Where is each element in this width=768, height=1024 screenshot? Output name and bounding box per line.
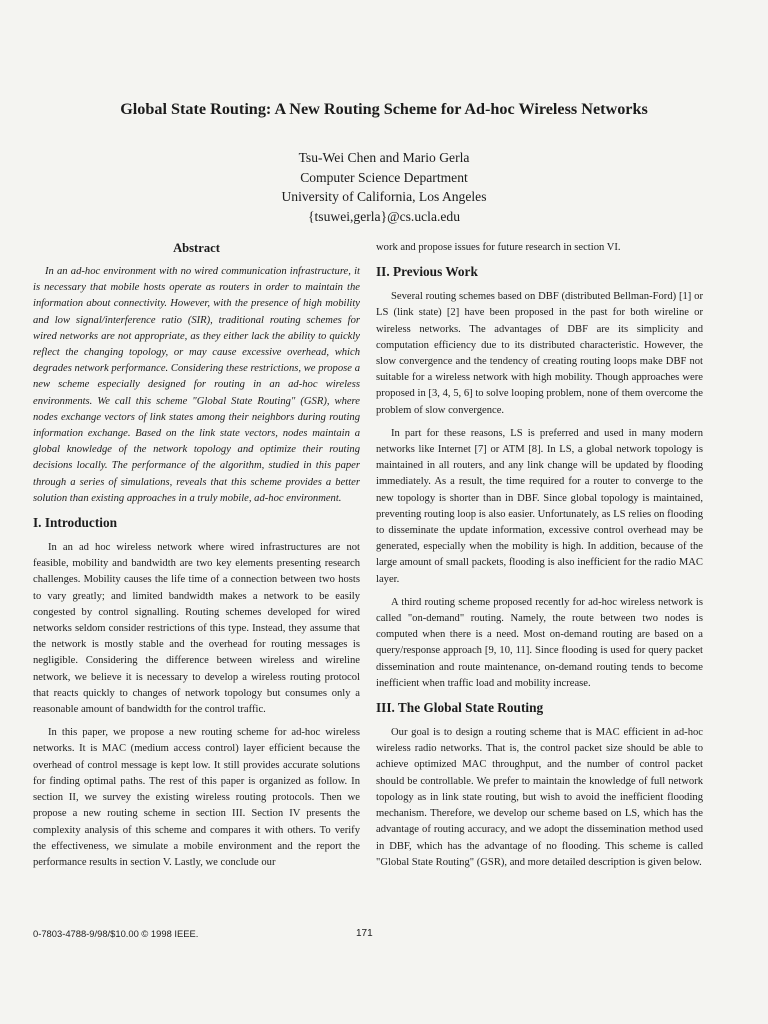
page-number: 171 (356, 928, 373, 939)
section-heading-introduction: I. Introduction (33, 515, 117, 531)
abstract-heading: Abstract (173, 241, 220, 255)
author-university: University of California, Los Angeles (281, 189, 487, 204)
author-department: Computer Science Department (300, 169, 468, 185)
intro-paragraph: In this paper, we propose a new routing scheme for ad-hoc wireless networks. It is MAC (medium access control) layer efficient because the overhead of control message is kept low. It still provides accurate solutions for finding optimal paths. The rest of this paper is organized as follow. In section II, we survey the existing wireless routing protocols. Then we propose a new routing scheme in section III. Section IV presents the complexity analysis of this scheme and compares it with others. To verify the effectiveness, we simulate a mobile environment and the report the performance results in section V. Lastly, we conclude our (33, 727, 360, 868)
copyright-notice: 0-7803-4788-9/98/$10.00 © 1998 IEEE. (33, 928, 199, 939)
previous-work-paragraph: In part for these reasons, LS is preferred and used in many modern networks like Internet [7] or ATM [8]. In LS, a global network topology is maintained in all routers, and any link change will be updated by flooding immediately. As a result, the time required for a router to converge to the new topology is shorter than in DBF. Since global topology is maintained, preventing routing loop is also easier. Unfortunately, as LS relies on flooding to disseminate the update information, excessive control overhead may be generated, especially when the mobility is high. In addition, because of the large amount of small packets, flooding is also inefficient for the radio MAC layer. (376, 427, 703, 585)
gsr-paragraph: Our goal is to design a routing scheme that is MAC efficient in ad-hoc wireless radio networks. That is, the control packet size should be able to achieve optimized MAC throughput, and the number of control packet should be controllable. We prefer to maintain the knowledge of full network topology as in link state routing, but wish to avoid the inefficient flooding mechanism. Therefore, we develop our scheme based on LS, which has the advantage of routing accuracy, and we adopt the dissemination method used in DBF, which has the advantage of no flooding. This scheme is called "Global State Routing" (GSR), and more detailed description is given below. (376, 727, 703, 868)
section-heading-global-state-routing: III. The Global State Routing (376, 700, 544, 716)
intro-paragraph: In an ad hoc wireless network where wired infrastructures are not feasible, mobility and bandwidth are two key elements presenting research challenges. Mobility causes the life time of a connection between two hosts to vary greatly; and limited bandwidth makes a network to be easily congested by control signalling. Routing schemes developed for wired networks seldom consider restrictions of this type. Instead, they assume that the network is mostly stable and the overhead for routing messages is negligible. Considering the difference between wireless and wireline network, we believe it is necessary to develop a wireless routing protocol that reacts quickly to changes of network topology but consumes only a reasonable amount of bandwidth for the control traffic. (33, 542, 360, 716)
abstract-text: In an ad-hoc environment with no wired communication infrastructure, it is necessary that mobile hosts operate as routers in order to maintain the information about connectivity. However, with the presence of high mobility and low signal/interference ratio (SIR), traditional routing schemes for wired networks are not appropriate, as they either lack the ability to quickly reflect the changing topology, or may cause excessive overhead, which degrades network performance. Considering these restrictions, we propose a new scheme especially designed for routing in an ad-hoc wireless environments. We call this scheme "Global State Routing" (GSR), where nodes exchange vectors of link states among their neighbors during routing information exchange. Based on the link state vectors, nodes maintain a global knowledge of the network topology and optimize their routing decisions locally. The performance of the algorithm, studied in this paper through a series of simulations, reveals that this scheme provides a better solution than existing approaches in a truly mobile, ad-hoc environment. (33, 266, 360, 504)
previous-work-paragraph: A third routing scheme proposed recently for ad-hoc wireless network is called "on-demand" routing. Namely, the route between two nodes is computed when there is a need. Most on-demand routing are based on a query/response approach [9, 10, 11]. Since flooding is used for query packet dissemination and route maintenance, on-demand routing tends to become inefficient when traffic load and mobility increase. (376, 596, 703, 689)
left-column (33, 240, 360, 878)
right-column (376, 240, 703, 878)
previous-work-paragraph: Several routing schemes based on DBF (distributed Bellman-Ford) [1] or LS (link state) [2] have been proposed in the past for both wireline or wireless networks. The advantages of DBF are its simplicity and computation efficiency due to its distributed characteristic. However, the slow convergence and the tendency of creating routing loops make DBF not suitable for a wireless network with high mobility. Though approaches were proposed in [3, 4, 5, 6] to solve looping problem, none of them overcome the problem of slow convergence. (376, 291, 703, 416)
author-block (0, 148, 768, 226)
section-heading-previous-work: II. Previous Work (376, 264, 478, 280)
paper-title: Global State Routing: A New Routing Scheme for Ad-hoc Wireless Networks (120, 100, 648, 118)
author-names: Tsu-Wei Chen and Mario Gerla (298, 150, 470, 165)
continued-text: work and propose issues for future research in section VI. (376, 242, 621, 253)
author-email: {tsuwei,gerla}@cs.ucla.edu (307, 208, 460, 224)
